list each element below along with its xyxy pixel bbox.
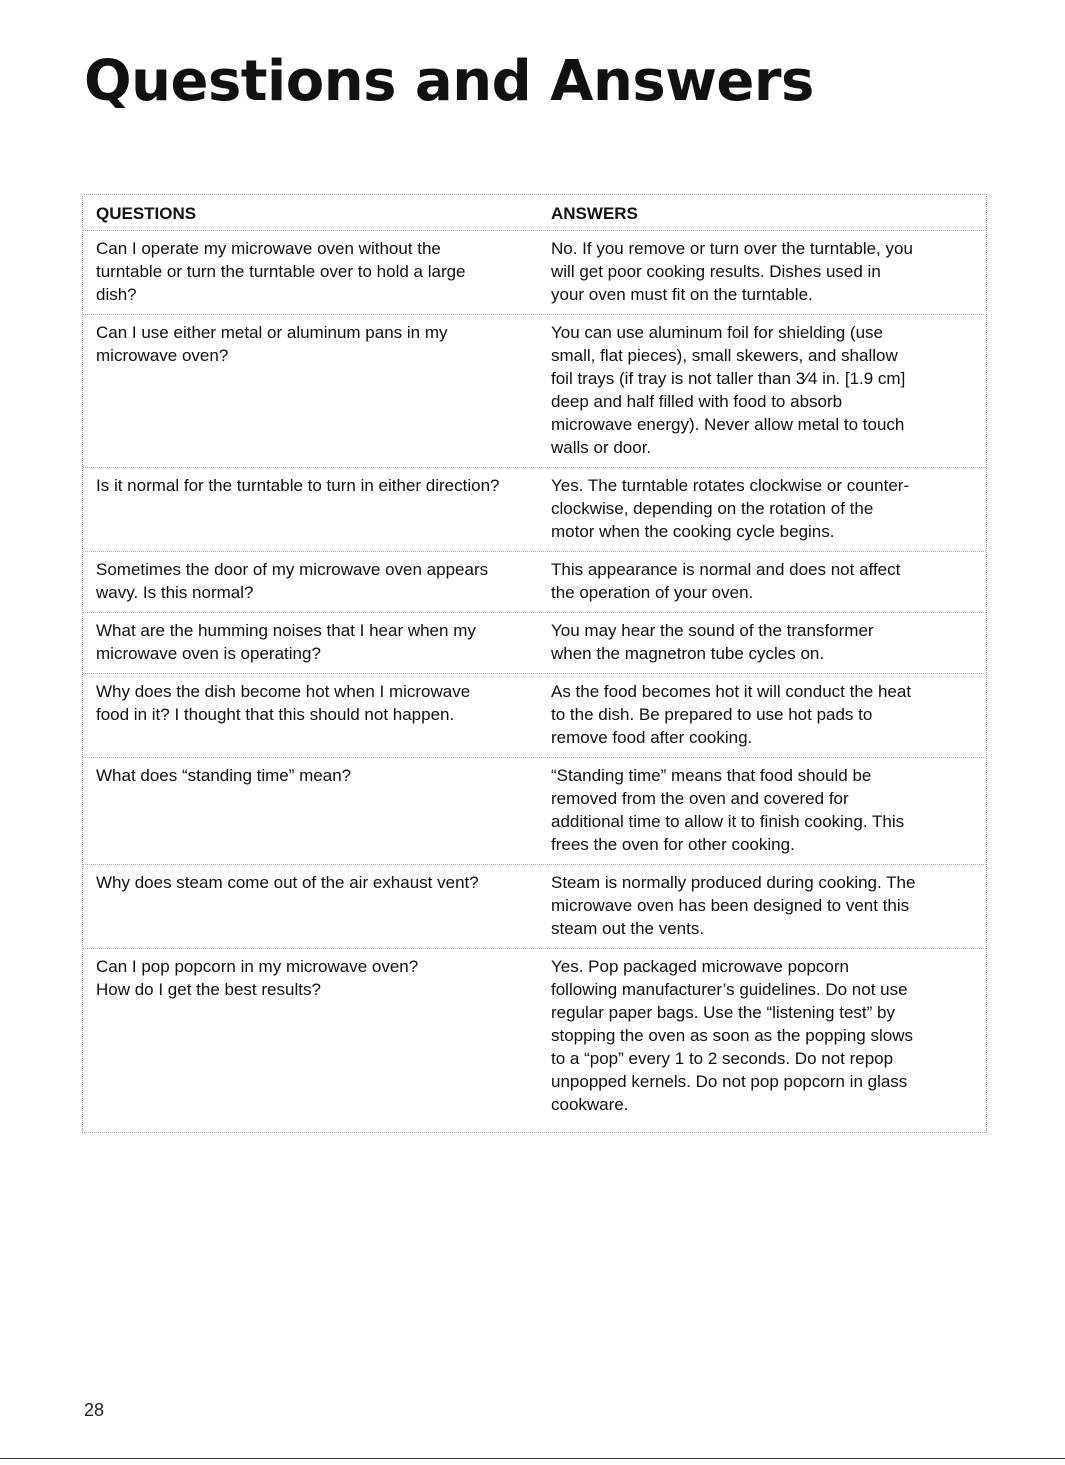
table-row [83,865,986,949]
table-row [83,949,986,1132]
table-row [83,315,986,468]
answer-cell: Steam is normally produced during cooking. The microwave oven has been designed to vent this steam out the vents. [551,873,916,938]
page-number: 28 [84,1400,105,1420]
answer-cell: “Standing time” means that food should be removed from the oven and covered for additional time to allow it to finish cooking. This frees the oven for other cooking. [551,766,905,854]
qa-table [82,194,987,1133]
question-cell: What are the humming noises that I hear when my microwave oven is operating? [96,621,476,663]
question-cell: Why does the dish become hot when I microwave food in it? I thought that this should not happen. [96,682,471,724]
answer-cell: As the food becomes hot it will conduct the heat to the dish. Be prepared to use hot pads to remove food after cooking. [551,682,912,747]
questions-column-header: QUESTIONS [96,204,197,223]
question-cell: Why does steam come out of the air exhaust vent? [96,873,479,892]
page-title: Questions and Answers [84,49,814,114]
bottom-rule [0,1458,1065,1459]
table-row [83,231,986,315]
answer-cell: This appearance is normal and does not affect the operation of your oven. [551,560,901,602]
answer-cell: Yes. The turntable rotates clockwise or counter- clockwise, depending on the rotation of the motor when the cooking cycle begins. [551,476,910,541]
answer-cell: You may hear the sound of the transformer when the magnetron tube cycles on. [551,621,874,663]
table-row [83,552,986,613]
question-cell: Can I pop popcorn in my microwave oven? How do I get the best results? [96,957,419,999]
table-row [83,674,986,758]
table-row [83,468,986,552]
answers-column-header: ANSWERS [551,204,638,223]
question-cell: Can I operate my microwave oven without the turntable or turn the turntable over to hold a large dish? [96,239,466,304]
table-header-row [83,195,986,231]
question-cell: What does “standing time” mean? [96,766,352,785]
answer-cell: No. If you remove or turn over the turntable, you will get poor cooking results. Dishes used in your oven must fit on the turntable. [551,239,913,304]
question-cell: Sometimes the door of my microwave oven appears wavy. Is this normal? [96,560,489,602]
question-cell: Is it normal for the turntable to turn in either direction? [96,476,500,495]
answer-cell: Yes. Pop packaged microwave popcorn following manufacturer’s guidelines. Do not use regular paper bags. Use the “listening test” by stopping the oven as soon as the popping slows to a “pop” every 1 to 2 seconds. Do not repop unpopped kernels. Do not pop popcorn in glass cookware. [551,957,913,1114]
question-cell: Can I use either metal or aluminum pans in my microwave oven? [96,323,448,365]
table-row [83,758,986,865]
table-row [83,613,986,674]
answer-cell: You can use aluminum foil for shielding (use small, flat pieces), small skewers, and shallow foil trays (if tray is not taller than 3⁄4 in. [1.9 cm] deep and half filled with food to absorb microwave energy). Never allow metal to touch walls or door. [551,323,906,457]
